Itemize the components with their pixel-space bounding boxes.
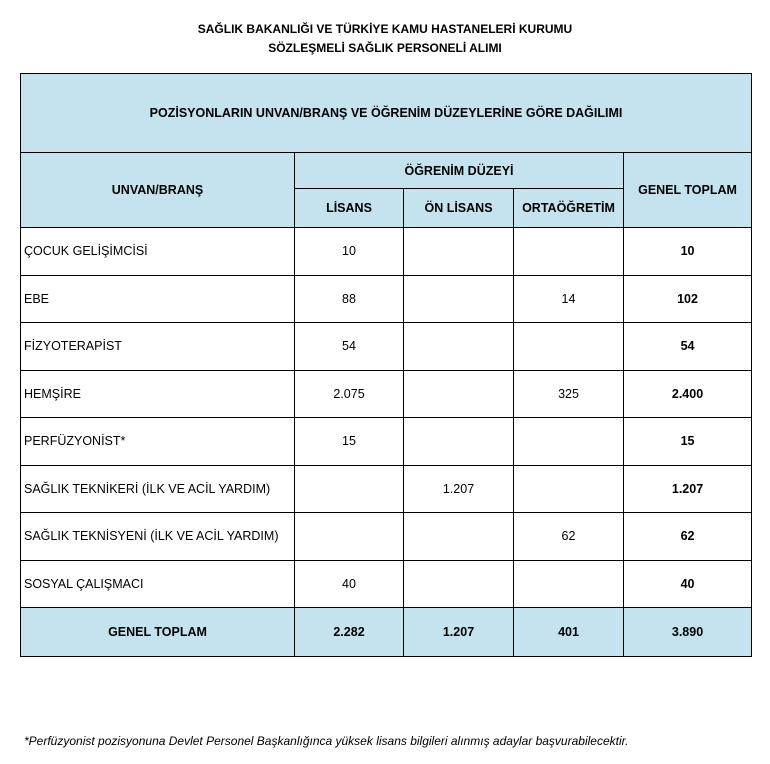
- total-lisans: 2.282: [295, 608, 404, 657]
- col-header-lisans: LİSANS: [295, 189, 404, 228]
- col-header-onlisans: ÖN LİSANS: [404, 189, 514, 228]
- cell-ortaogretim: [514, 560, 624, 608]
- cell-total: 15: [624, 418, 752, 466]
- cell-ortaogretim: [514, 418, 624, 466]
- cell-onlisans: [404, 513, 514, 561]
- cell-onlisans: [404, 418, 514, 466]
- cell-lisans: 10: [295, 228, 404, 276]
- total-ortaogretim: 401: [514, 608, 624, 657]
- cell-onlisans: [404, 228, 514, 276]
- col-header-education-level: ÖĞRENİM DÜZEYİ: [295, 153, 624, 189]
- cell-total: 10: [624, 228, 752, 276]
- total-onlisans: 1.207: [404, 608, 514, 657]
- row-title: HEMŞİRE: [21, 370, 295, 418]
- row-title: ÇOCUK GELİŞİMCİSİ: [21, 228, 295, 276]
- cell-total: 1.207: [624, 465, 752, 513]
- cell-ortaogretim: 62: [514, 513, 624, 561]
- total-row-label: GENEL TOPLAM: [21, 608, 295, 657]
- cell-total: 40: [624, 560, 752, 608]
- row-title: EBE: [21, 275, 295, 323]
- cell-onlisans: [404, 370, 514, 418]
- cell-lisans: 2.075: [295, 370, 404, 418]
- row-title: SAĞLIK TEKNİSYENİ (İLK VE ACİL YARDIM): [21, 513, 295, 561]
- document-title: SAĞLIK BAKANLIĞI VE TÜRKİYE KAMU HASTANELERİ KURUMU: [197, 22, 573, 36]
- cell-ortaogretim: [514, 323, 624, 371]
- cell-total: 102: [624, 275, 752, 323]
- cell-onlisans: [404, 560, 514, 608]
- cell-lisans: 88: [295, 275, 404, 323]
- cell-lisans: [295, 465, 404, 513]
- row-title: SOSYAL ÇALIŞMACI: [21, 560, 295, 608]
- table-row: [21, 465, 752, 513]
- cell-total: 62: [624, 513, 752, 561]
- table-row: [21, 418, 752, 466]
- cell-ortaogretim: [514, 228, 624, 276]
- table-row: [21, 323, 752, 371]
- cell-lisans: 40: [295, 560, 404, 608]
- cell-lisans: 15: [295, 418, 404, 466]
- row-title: FİZYOTERAPİST: [21, 323, 295, 371]
- cell-lisans: 54: [295, 323, 404, 371]
- distribution-table: [20, 73, 752, 657]
- table-row: [21, 228, 752, 276]
- table-caption: POZİSYONLARIN UNVAN/BRANŞ VE ÖĞRENİM DÜZEYLERİNE GÖRE DAĞILIMI: [21, 74, 752, 153]
- cell-ortaogretim: 14: [514, 275, 624, 323]
- table-row: [21, 275, 752, 323]
- total-row: [21, 608, 752, 657]
- footnote: *Perfüzyonist pozisyonuna Devlet Personel Başkanlığınca yüksek lisans bilgileri alınmış adaylar başvurabilecektir.: [24, 734, 629, 748]
- document-subtitle: SÖZLEŞMELİ SAĞLIK PERSONELİ ALIMI: [268, 41, 502, 55]
- cell-lisans: [295, 513, 404, 561]
- table-row: [21, 560, 752, 608]
- cell-total: 2.400: [624, 370, 752, 418]
- cell-total: 54: [624, 323, 752, 371]
- table-row: [21, 513, 752, 561]
- cell-ortaogretim: 325: [514, 370, 624, 418]
- table-row: [21, 370, 752, 418]
- cell-onlisans: [404, 275, 514, 323]
- cell-onlisans: [404, 323, 514, 371]
- grand-total: 3.890: [624, 608, 752, 657]
- row-title: SAĞLIK TEKNİKERİ (İLK VE ACİL YARDIM): [21, 465, 295, 513]
- col-header-total: GENEL TOPLAM: [624, 153, 752, 228]
- cell-onlisans: 1.207: [404, 465, 514, 513]
- col-header-ortaogretim: ORTAÖĞRETİM: [514, 189, 624, 228]
- row-title: PERFÜZYONİST*: [21, 418, 295, 466]
- col-header-title: UNVAN/BRANŞ: [21, 153, 295, 228]
- cell-ortaogretim: [514, 465, 624, 513]
